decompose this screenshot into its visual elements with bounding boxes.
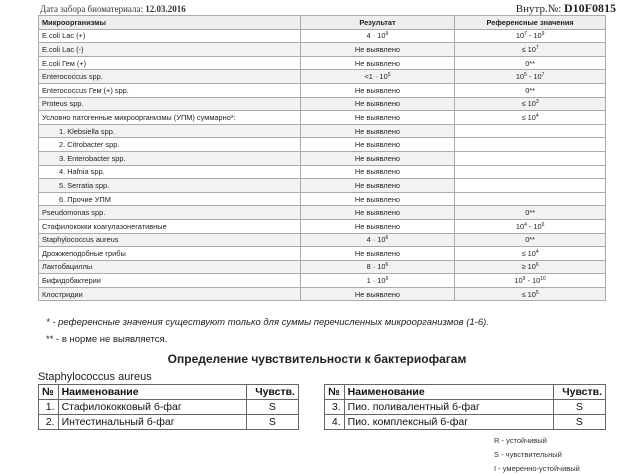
result-row [39,287,606,301]
result-value: $4 \cdot 10^9$ [300,29,455,43]
internal-number-value: D10F0815 [564,1,616,15]
result-row [39,260,606,274]
phage-col-sens: Чувств. [246,385,298,400]
result-row [39,56,606,70]
result-value: Не выявлено [300,287,455,301]
legend-intermediate: I - умеренно-устойчивый [494,464,580,473]
reference-value [455,138,606,152]
reference-value [455,151,606,165]
reference-value: 0** [455,233,606,247]
phage-num: 4. [325,415,345,430]
result-row [39,70,606,84]
result-row [39,247,606,261]
legend-sensitive: S - чувствительный [494,450,562,459]
microorganism-name: Proteus spp. [39,97,301,111]
microorganism-name: Условно патогенные микроорганизмы (УПМ) суммарно*: [39,111,301,125]
microorganism-name: Бифидобактерии [39,274,301,288]
microorganism-name: 1. Klebsiella spp. [39,124,301,138]
reference-value: $10^5 - 10^7$ [455,70,606,84]
microorganism-name: 5. Serratia spp. [39,179,301,193]
result-row [39,179,606,193]
microorganism-name: Enterococcus spp. [39,70,301,84]
result-row [39,138,606,152]
result-value: Не выявлено [300,111,455,125]
microorganism-name: Клостридии [39,287,301,301]
reference-value [455,192,606,206]
phage-col-name: Наименование [58,385,246,400]
phage-sens: S [246,400,298,415]
result-value: Не выявлено [300,206,455,220]
phage-sens: S [246,415,298,430]
phage-header-row [39,385,606,400]
reference-value: $10^7 - 10^9$ [455,29,606,43]
result-value: Не выявлено [300,219,455,233]
phage-name: Пио. комплексный б-фаг [344,415,553,430]
reference-value: 0** [455,56,606,70]
result-row [39,43,606,57]
microorganism-name: Enterococcus Гем (+) spp. [39,83,301,97]
reference-value: ≤ $10^5$ [455,287,606,301]
result-row [39,192,606,206]
phage-row [39,415,606,430]
result-row [39,274,606,288]
result-row [39,151,606,165]
result-value: Не выявлено [300,138,455,152]
col-microorganisms: Микроорганизмы [39,16,301,30]
result-value: Не выявлено [300,83,455,97]
microorganism-name: Лактобациллы [39,260,301,274]
result-value: $1 \cdot 10^9$ [300,274,455,288]
footnote-not-detected: ** - в норме не выявляется. [46,334,168,345]
legend-resistant: R - устойчивый [494,436,547,445]
phage-section-title: Определение чувствительности к бактериофагам [167,352,467,366]
reference-value: 0** [455,83,606,97]
phage-num: 3. [325,400,345,415]
collection-date: Дата забора биоматериала: 12.03.2016 [40,4,186,14]
results-header-row [39,16,606,30]
result-value: Не выявлено [300,247,455,261]
phage-row [39,400,606,415]
reference-value: $10^4 - 10^6$ [455,219,606,233]
phage-num: 2. [39,415,59,430]
col-result: Результат [300,16,455,30]
reference-value [455,124,606,138]
reference-value [455,165,606,179]
microorganism-name: 4. Hafnia spp. [39,165,301,179]
result-value: Не выявлено [300,192,455,206]
reference-value: ≤ $10^4$ [455,247,606,261]
result-row [39,124,606,138]
microorganism-name: Staphylococcus aureus [39,233,301,247]
phage-col-num: № [39,385,59,400]
phage-sens: S [553,400,605,415]
result-value: $4 \cdot 10^6$ [300,233,455,247]
result-value: Не выявлено [300,56,455,70]
microorganism-name: 3. Enterobacter spp. [39,151,301,165]
reference-value: ≥ $10^6$ [455,260,606,274]
result-value: $8 \cdot 10^6$ [300,260,455,274]
result-row [39,233,606,247]
result-value: Не выявлено [300,165,455,179]
result-value: Не выявлено [300,151,455,165]
result-value: Не выявлено [300,43,455,57]
phage-table [38,384,606,430]
collection-date-value: 12.03.2016 [145,4,186,14]
phage-name: Интестинальный б-фаг [58,415,246,430]
reference-value: ≤ $10^7$ [455,43,606,57]
result-row [39,165,606,179]
phage-organism: Staphylococcus aureus [38,371,152,383]
microorganism-name: E.coli Lac (-) [39,43,301,57]
footnote-reference-sum: * - референсные значения существуют только для суммы перечисленных микроорганизмов (1-6). [46,317,489,328]
reference-value [455,179,606,193]
phage-num: 1. [39,400,59,415]
result-row [39,97,606,111]
result-row [39,29,606,43]
microorganism-name: Дрожжеподобные грибы [39,247,301,261]
reference-value: $10^9 - 10^{10}$ [455,274,606,288]
reference-value: ≤ $10^4$ [455,111,606,125]
microorganism-name: 6. Прочие УПМ [39,192,301,206]
microorganism-name: Pseudomonas spp. [39,206,301,220]
microorganism-name: E.coli Lac (+) [39,29,301,43]
phage-col-name: Наименование [344,385,553,400]
result-row [39,111,606,125]
phage-col-num: № [325,385,345,400]
results-table [38,15,606,301]
reference-value: 0** [455,206,606,220]
result-row [39,206,606,220]
reference-value: ≤ $10^3$ [455,97,606,111]
phage-col-sens: Чувств. [553,385,605,400]
microorganism-name: 2. Citrobacter spp. [39,138,301,152]
result-row [39,219,606,233]
internal-number: Внутр.№: D10F0815 [515,1,616,15]
result-row [39,83,606,97]
microorganism-name: E.coli Гем (+) [39,56,301,70]
phage-name: Стафилококковый б-фаг [58,400,246,415]
result-value: $<1 \cdot 10^5$ [300,70,455,84]
result-value: Не выявлено [300,97,455,111]
phage-name: Пио. поливалентный б-фаг [344,400,553,415]
phage-sens: S [553,415,605,430]
result-value: Не выявлено [300,179,455,193]
result-value: Не выявлено [300,124,455,138]
microorganism-name: Стафилококки коагулазонегативные [39,219,301,233]
col-reference: Референсные значения [455,16,606,30]
